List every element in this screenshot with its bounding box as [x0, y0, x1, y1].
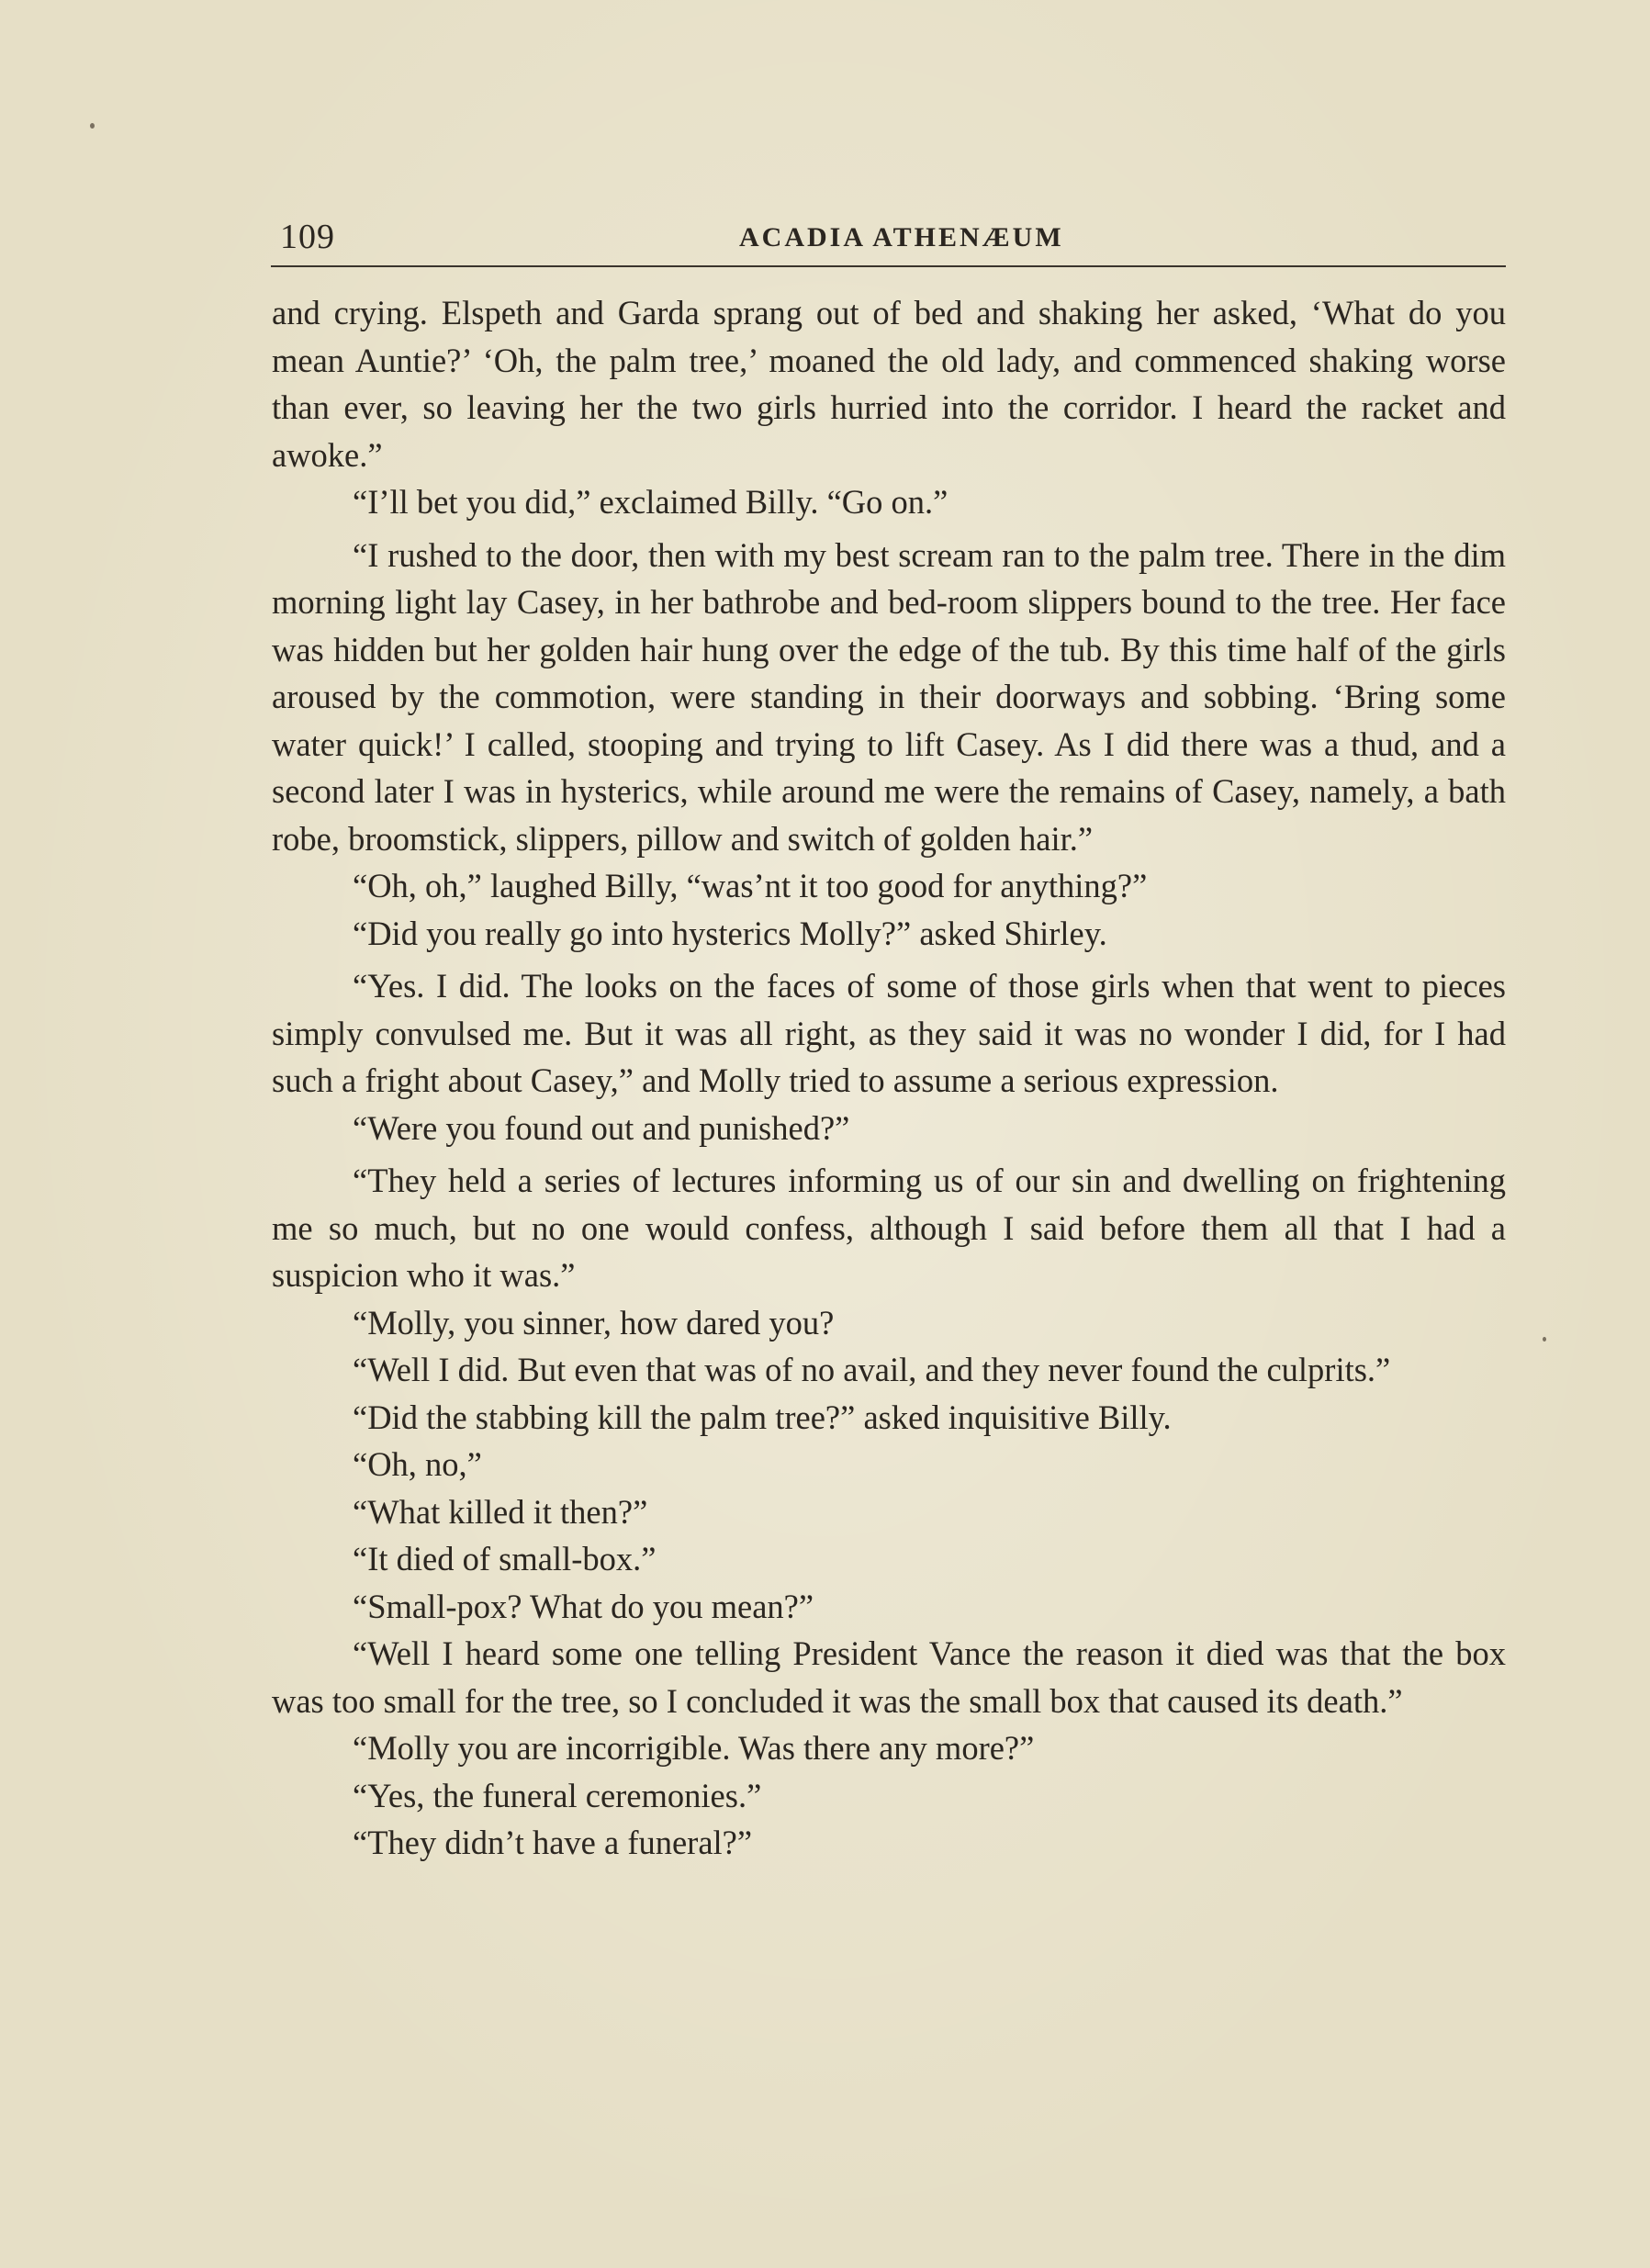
paragraph: “Were you found out and punished?” — [353, 1108, 850, 1147]
paragraph: “Did you really go into hysterics Molly?” asked Shirley. — [353, 914, 1107, 952]
paragraph: “They didn’t have a funeral?” — [353, 1824, 753, 1861]
body-text — [272, 289, 1506, 1867]
paragraph: “I rushed to the door, then with my best scream ran to the palm tree. There in the dim morning light lay Casey, in her bathrobe and bed-room slippers bound to the tree. Her face was hidden but her golden hair hung over the edge of the tub. By this time half of the girls aroused by the commotion, were standing in their doorways and sobbing. ‘Bring some water quick!’ I called, stooping and trying to lift Casey. As I did there was a thud, and a second later I was in hysterics, while around me were the remains of Casey, namely, a bath robe, broomstick, slippers, pillow and switch of golden hair.” — [272, 535, 1506, 858]
paragraph: “They held a series of lectures informing us of our sin and dwelling on frightening me so much, but no one would confess, although I said before them all that I had a suspicion who it was.” — [272, 1162, 1506, 1294]
header-rule — [271, 265, 1506, 267]
paragraph: “Oh, no,” — [353, 1445, 482, 1483]
paper-speck — [1543, 1337, 1546, 1342]
paragraph: “Did the stabbing kill the palm tree?” asked inquisitive Billy. — [353, 1398, 1172, 1436]
paragraph: “It died of small-box.” — [353, 1540, 657, 1577]
paragraph: “Small-pox? What do you mean?” — [353, 1587, 814, 1625]
paragraph: “Molly you are incorrigible. Was there any more?” — [353, 1729, 1035, 1767]
paper-speck — [90, 123, 95, 129]
paragraph: “I’ll bet you did,” exclaimed Billy. “Go on.” — [353, 483, 948, 521]
paragraph: “Yes, the funeral ceremonies.” — [353, 1776, 762, 1814]
paragraph: “Yes. I did. The looks on the faces of some of those girls when that went to pieces simply convulsed me. But it was all right, as they said it was no wonder I did, for I had such a fright about Casey,” and Molly tried to assume a serious expression. — [272, 967, 1506, 1099]
paragraph: “Well I heard some one telling President Vance the reason it died was that the box was too small for the tree, so I concluded it was the small box that caused its death.” — [272, 1634, 1506, 1720]
paragraph: “Well I did. But even that was of no avail, and they never found the culprits.” — [353, 1351, 1391, 1388]
paragraph: “What killed it then?” — [353, 1492, 648, 1531]
page-header — [271, 217, 1506, 264]
running-title: ACADIA ATHENÆUM — [739, 222, 1064, 253]
paragraph: “Oh, oh,” laughed Billy, “was’nt it too good for anything?” — [353, 867, 1148, 904]
paragraph: “Molly, you sinner, how dared you? — [353, 1303, 835, 1342]
paragraph: and crying. Elspeth and Garda sprang out of bed and shaking her asked, ‘What do you mean Auntie?’ ‘Oh, the palm tree,’ moaned the old lady, and commenced shaking worse than ever, so leaving her the two girls hurried into the corridor. I heard the racket and awoke.” — [272, 294, 1506, 474]
page-number: 109 — [280, 218, 335, 256]
